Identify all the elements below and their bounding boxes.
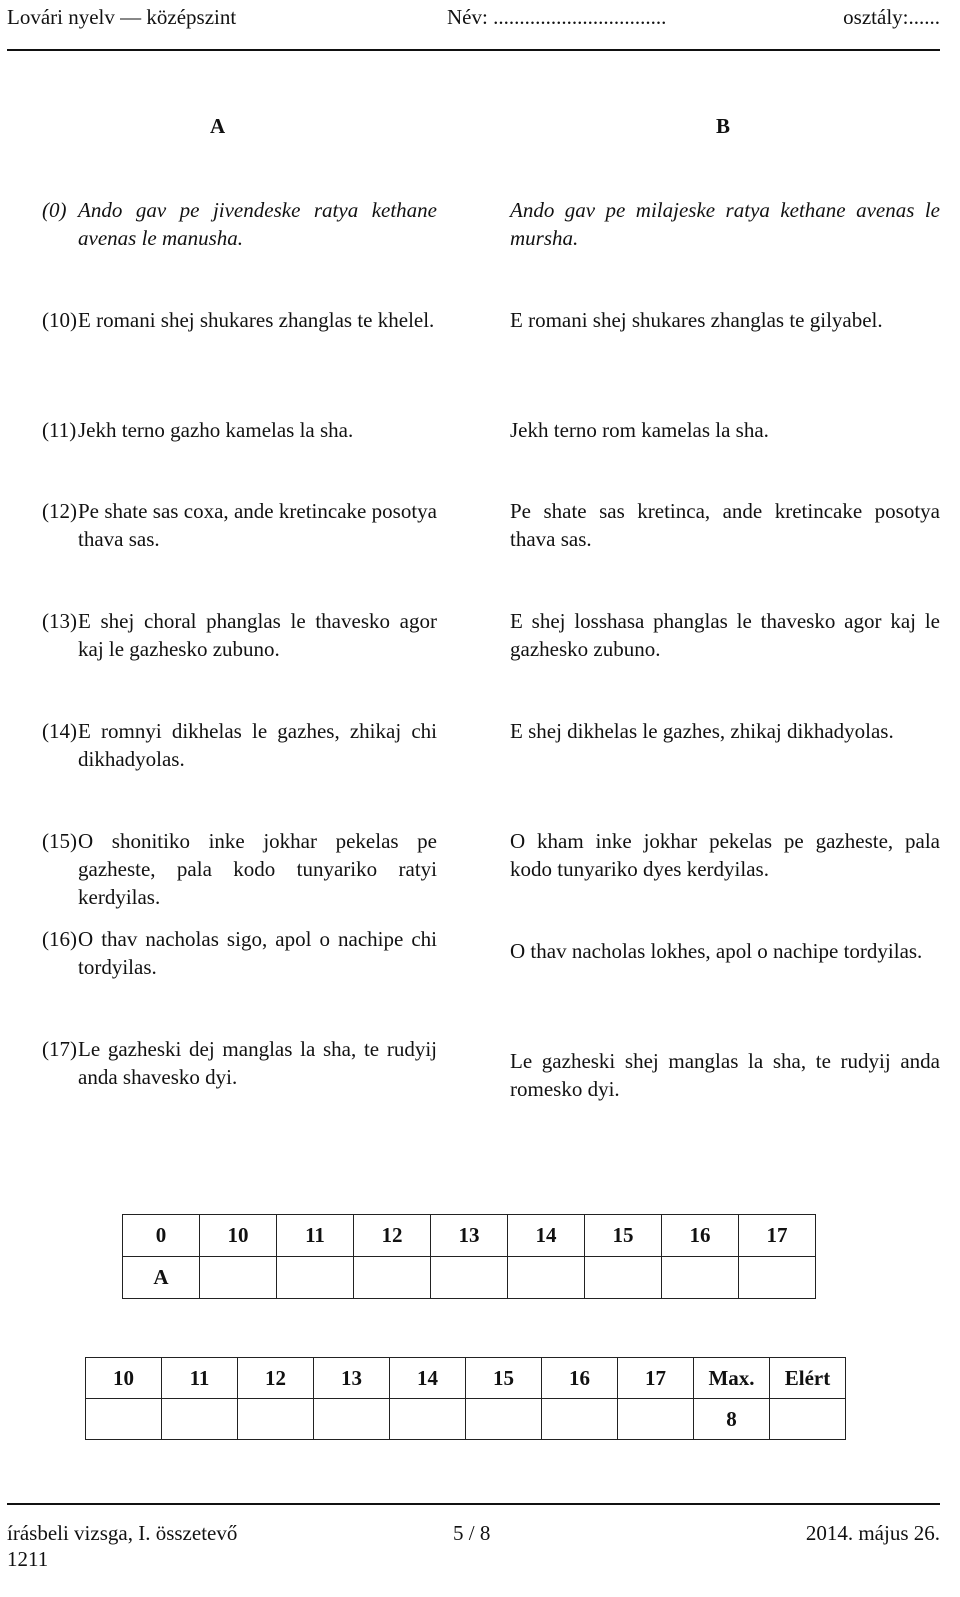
row-12-a — [42, 497, 437, 553]
score-value-cell[interactable] — [542, 1399, 618, 1440]
score-header-cell: 15 — [466, 1358, 542, 1399]
score-value-cell[interactable] — [162, 1399, 238, 1440]
row-text: E romani shej shukares zhanglas te khelel. — [78, 308, 435, 332]
column-a-heading: A — [210, 114, 226, 138]
row-10-a — [42, 306, 437, 334]
row-10-b: E romani shej shukares zhanglas te gilyabel. — [510, 308, 883, 332]
row-number: (14) — [42, 719, 77, 743]
answer-value-cell[interactable] — [200, 1257, 277, 1299]
answer-header-cell: 11 — [277, 1215, 354, 1257]
answer-header-cell: 12 — [354, 1215, 431, 1257]
row-0-a — [42, 196, 437, 252]
row-16-b: O thav nacholas lokhes, apol o nachipe tordyilas. — [510, 939, 923, 963]
answer-header-cell: 0 — [123, 1215, 200, 1257]
score-header-cell: 17 — [618, 1358, 694, 1399]
answer-value-cell[interactable] — [585, 1257, 662, 1299]
answer-table-value-row — [123, 1257, 816, 1299]
score-value-cell[interactable] — [390, 1399, 466, 1440]
answer-value-cell[interactable] — [277, 1257, 354, 1299]
answer-value-cell[interactable] — [739, 1257, 816, 1299]
answer-header-cell: 13 — [431, 1215, 508, 1257]
column-b-heading: B — [716, 114, 731, 138]
answer-value-cell[interactable]: A — [123, 1257, 200, 1299]
row-12-b: Pe shate sas kretinca, ande kretincake posotya thava sas. — [510, 499, 940, 551]
exam-date: 2014. május 26. — [805, 1521, 940, 1545]
score-header-cell: 13 — [314, 1358, 390, 1399]
score-value-cell[interactable] — [238, 1399, 314, 1440]
exam-part: írásbeli vizsga, I. összetevő — [7, 1521, 238, 1545]
row-text: Pe shate sas coxa, ande kretincake posotya thava sas. — [78, 499, 437, 551]
score-table — [85, 1357, 846, 1440]
row-text: Ando gav pe jivendeske ratya kethane avenas le manusha. — [78, 198, 437, 250]
score-header-cell: 14 — [390, 1358, 466, 1399]
row-13-a — [42, 607, 437, 663]
answer-header-cell: 14 — [508, 1215, 585, 1257]
score-header-cell: Max. — [694, 1358, 770, 1399]
row-16-a — [42, 925, 437, 981]
row-15-a — [42, 827, 437, 911]
exam-code: 1211 — [7, 1547, 49, 1571]
row-0-b: Ando gav pe milajeske ratya kethane avenas le mursha. — [510, 198, 940, 250]
row-14-a — [42, 717, 437, 773]
answer-value-cell[interactable] — [354, 1257, 431, 1299]
row-number: (10) — [42, 308, 77, 332]
footer-divider — [7, 1503, 940, 1505]
score-header-cell: 11 — [162, 1358, 238, 1399]
score-header-cell: 12 — [238, 1358, 314, 1399]
row-17-a — [42, 1035, 437, 1091]
page-number: 5 / 8 — [453, 1521, 491, 1545]
answer-header-cell: 16 — [662, 1215, 739, 1257]
row-text: O shonitiko inke jokhar pekelas pe gazheste, pala kodo tunyariko ratyi kerdyilas. — [78, 829, 437, 909]
score-value-cell[interactable] — [466, 1399, 542, 1440]
score-header-cell: Elért — [770, 1358, 846, 1399]
answer-header-cell: 15 — [585, 1215, 662, 1257]
score-header-cell: 10 — [86, 1358, 162, 1399]
row-number: (16) — [42, 927, 77, 951]
score-achieved-cell[interactable] — [770, 1399, 846, 1440]
row-number: (13) — [42, 609, 77, 633]
subject-title: Lovári nyelv — középszint — [7, 5, 237, 29]
row-text: E shej choral phanglas le thavesko agor kaj le gazhesko zubuno. — [78, 609, 437, 661]
score-value-cell[interactable] — [314, 1399, 390, 1440]
row-15-b: O kham inke jokhar pekelas pe gazheste, pala kodo tunyariko dyes kerdyilas. — [510, 829, 940, 881]
row-text: Jekh terno gazho kamelas la sha. — [78, 418, 354, 442]
row-17-b: Le gazheski shej manglas la sha, te rudyij anda romesko dyi. — [510, 1049, 940, 1101]
row-11-b: Jekh terno rom kamelas la sha. — [510, 418, 769, 442]
score-table-value-row — [86, 1399, 846, 1440]
row-number: (17) — [42, 1037, 77, 1061]
row-14-b: E shej dikhelas le gazhes, zhikaj dikhadyolas. — [510, 719, 894, 743]
class-field: osztály:...... — [843, 5, 940, 29]
row-number: (15) — [42, 829, 77, 853]
score-max-cell: 8 — [694, 1399, 770, 1440]
answer-header-cell: 17 — [739, 1215, 816, 1257]
row-11-a — [42, 416, 437, 444]
answer-value-cell[interactable] — [431, 1257, 508, 1299]
row-text: O thav nacholas sigo, apol o nachipe chi tordyilas. — [78, 927, 437, 979]
row-number: (12) — [42, 499, 77, 523]
row-text: E romnyi dikhelas le gazhes, zhikaj chi dikhadyolas. — [78, 719, 437, 771]
name-field: Név: ................................. — [447, 5, 667, 29]
row-number: (11) — [42, 418, 77, 442]
answer-header-cell: 10 — [200, 1215, 277, 1257]
score-value-cell[interactable] — [86, 1399, 162, 1440]
answer-table-header-row — [123, 1215, 816, 1257]
row-13-b: E shej losshasa phanglas le thavesko agor kaj le gazhesko zubuno. — [510, 609, 940, 661]
answer-value-cell[interactable] — [508, 1257, 585, 1299]
score-header-cell: 16 — [542, 1358, 618, 1399]
header-divider — [7, 49, 940, 51]
row-number: (0) — [42, 198, 67, 222]
row-text: Le gazheski dej manglas la sha, te rudyij anda shavesko dyi. — [78, 1037, 437, 1089]
score-value-cell[interactable] — [618, 1399, 694, 1440]
answer-table — [122, 1214, 816, 1299]
answer-value-cell[interactable] — [662, 1257, 739, 1299]
score-table-header-row — [86, 1358, 846, 1399]
page-header — [7, 4, 940, 34]
